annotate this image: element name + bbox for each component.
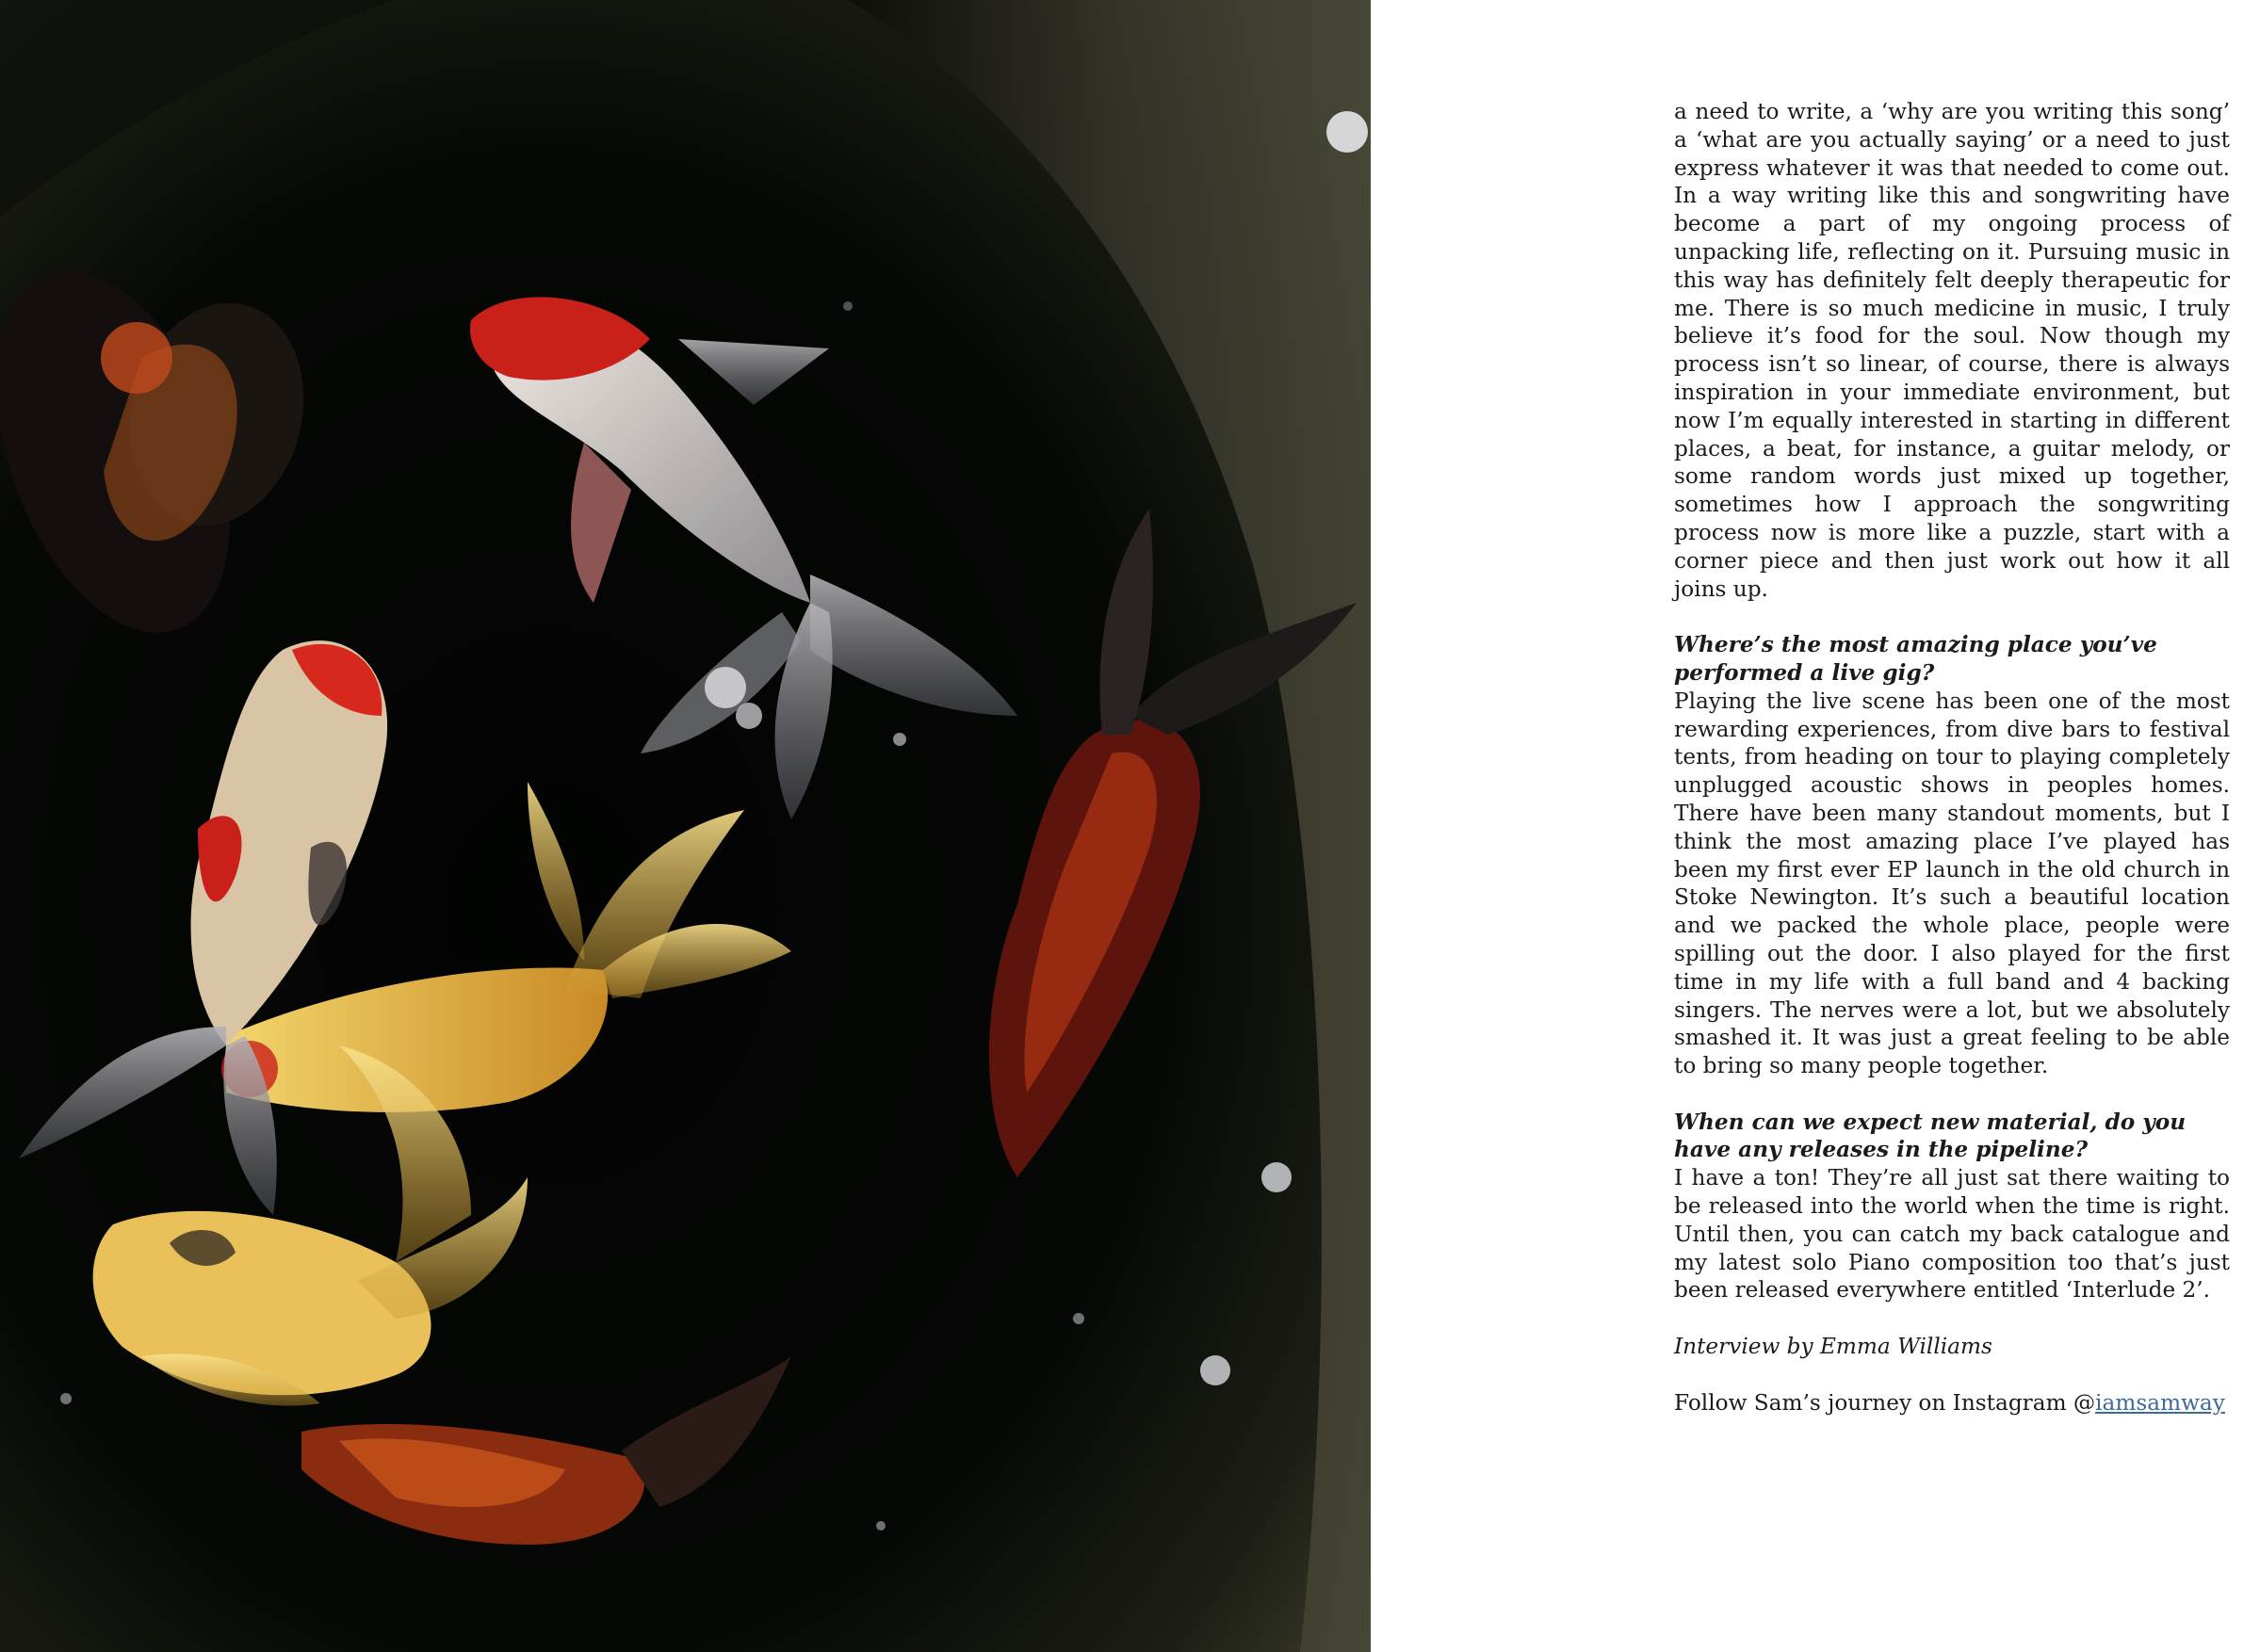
- follow-line: [1674, 1389, 2230, 1417]
- article-column: [1674, 98, 2230, 1417]
- question-heading-new-material: When can we expect new material, do you have any releases in the pipeline?: [1674, 1109, 2187, 1163]
- interview-credit: Interview by Emma Williams: [1674, 1334, 1992, 1360]
- answer-paragraph-3: I have a ton! They’re all just sat there waiting to be released into the world when the time is right. Until then, you can catch my back catalogue and my latest solo Piano composition too that’s just been released everywhere entitled ‘Interlude 2’.: [1674, 1165, 2230, 1304]
- question-heading-live-gig: Where’s the most amazing place you’ve performed a live gig?: [1674, 632, 2157, 686]
- follow-prefix: Follow Sam’s journey on Instagram @: [1674, 1389, 2096, 1416]
- text-page: [1371, 0, 2260, 1652]
- instagram-handle-link[interactable]: iamsamway: [2095, 1389, 2225, 1416]
- answer-paragraph-1: a need to write, a ‘why are you writing this song’ a ‘what are you actually saying’ or a need to just express whatever it was that needed to come out. In a way writing like this and songwriting have become a part of my ongoing process of unpacking life, reflecting on it. Pursuing music in this way has definitely felt deeply therapeutic for me. There is so much medicine in music, I truly believe it’s food for the soul. Now though my process isn’t so linear, of course, there is always inspiration in your immediate environment, but now I’m equally interested in starting in different places, a beat, for instance, a guitar melody, or some random words just mixed up together, sometimes how I approach the songwriting process now is more like a puzzle, start with a corner piece and then just work out how it all joins up.: [1674, 99, 2230, 602]
- answer-paragraph-2: Playing the live scene has been one of the most rewarding experiences, from dive bars to festival tents, from heading on tour to playing completely unplugged acoustic shows in peoples homes. There have been many standout moments, but I think the most amazing place I’ve played has been my first ever EP launch in the old church in Stoke Newington. It’s such a beautiful location and we packed the whole place, people were spilling out the door. I also played for the first time in my life with a full band and 4 backing singers. The nerves were a lot, but we absolutely smashed it. It was just a great feeling to be able to bring so many people together.: [1674, 688, 2230, 1079]
